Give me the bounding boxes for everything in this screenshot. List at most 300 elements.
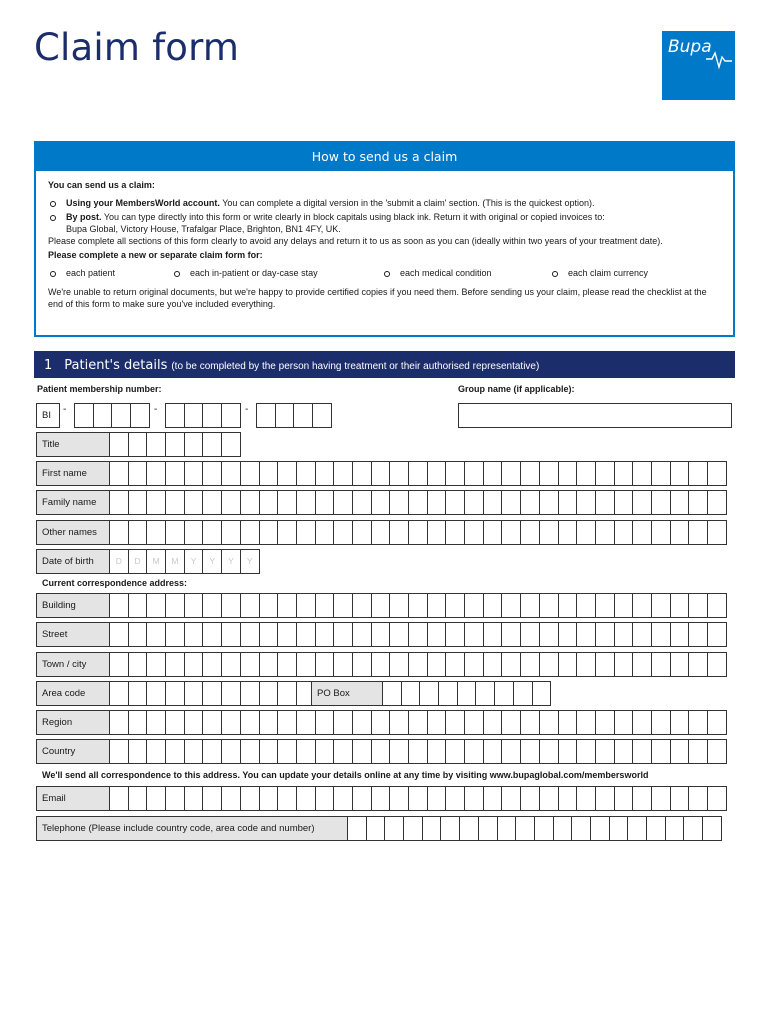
char-cell[interactable] <box>112 403 131 428</box>
char-cell[interactable] <box>241 593 260 618</box>
char-cell[interactable] <box>334 622 353 647</box>
char-cell[interactable] <box>297 461 316 486</box>
char-cell[interactable] <box>708 786 727 811</box>
char-cell[interactable] <box>465 520 484 545</box>
char-cell[interactable] <box>276 403 295 428</box>
char-cell[interactable] <box>446 622 465 647</box>
char-cell[interactable] <box>372 739 391 764</box>
char-cell[interactable] <box>596 622 615 647</box>
char-cell[interactable] <box>372 786 391 811</box>
char-cell[interactable] <box>465 490 484 515</box>
char-cell[interactable] <box>278 681 297 706</box>
char-cell[interactable] <box>297 652 316 677</box>
char-cell[interactable] <box>110 593 129 618</box>
char-cell[interactable] <box>516 816 535 841</box>
char-cell[interactable] <box>129 490 148 515</box>
char-cell[interactable] <box>241 622 260 647</box>
char-cell[interactable] <box>185 681 204 706</box>
char-cell[interactable] <box>409 490 428 515</box>
char-cell[interactable] <box>203 622 222 647</box>
char-cell[interactable] <box>652 461 671 486</box>
char-cell[interactable] <box>353 461 372 486</box>
char-cell[interactable] <box>166 622 185 647</box>
char-cell[interactable] <box>540 739 559 764</box>
char-cell[interactable] <box>671 739 690 764</box>
char-cell[interactable] <box>502 652 521 677</box>
char-cell[interactable] <box>260 461 279 486</box>
char-cell[interactable] <box>166 461 185 486</box>
other-names-cells[interactable] <box>110 520 727 545</box>
char-cell[interactable] <box>521 593 540 618</box>
char-cell[interactable] <box>633 461 652 486</box>
char-cell[interactable] <box>372 490 391 515</box>
char-cell[interactable] <box>708 739 727 764</box>
char-cell[interactable] <box>110 432 129 457</box>
char-cell[interactable] <box>409 786 428 811</box>
char-cell[interactable] <box>577 520 596 545</box>
char-cell[interactable] <box>502 786 521 811</box>
membership-number-part3[interactable] <box>256 403 332 428</box>
char-cell[interactable] <box>110 681 129 706</box>
char-cell[interactable] <box>203 593 222 618</box>
char-cell[interactable] <box>367 816 386 841</box>
char-cell[interactable] <box>591 816 610 841</box>
char-cell[interactable] <box>596 710 615 735</box>
area-code-field[interactable] <box>36 681 316 706</box>
dob-char-cell[interactable]: Y <box>222 549 241 574</box>
char-cell[interactable] <box>278 786 297 811</box>
char-cell[interactable] <box>260 739 279 764</box>
char-cell[interactable] <box>185 710 204 735</box>
char-cell[interactable] <box>652 786 671 811</box>
char-cell[interactable] <box>334 461 353 486</box>
char-cell[interactable] <box>572 816 591 841</box>
char-cell[interactable] <box>185 520 204 545</box>
char-cell[interactable] <box>577 622 596 647</box>
char-cell[interactable] <box>540 786 559 811</box>
char-cell[interactable] <box>147 622 166 647</box>
char-cell[interactable] <box>423 816 442 841</box>
char-cell[interactable] <box>260 681 279 706</box>
char-cell[interactable] <box>222 652 241 677</box>
char-cell[interactable] <box>615 786 634 811</box>
char-cell[interactable] <box>166 739 185 764</box>
char-cell[interactable] <box>203 520 222 545</box>
char-cell[interactable] <box>129 622 148 647</box>
char-cell[interactable] <box>241 786 260 811</box>
char-cell[interactable] <box>348 816 367 841</box>
char-cell[interactable] <box>110 520 129 545</box>
char-cell[interactable] <box>484 739 503 764</box>
char-cell[interactable] <box>185 461 204 486</box>
region-cells[interactable] <box>110 710 727 735</box>
char-cell[interactable] <box>334 593 353 618</box>
char-cell[interactable] <box>166 710 185 735</box>
char-cell[interactable] <box>610 816 629 841</box>
char-cell[interactable] <box>652 490 671 515</box>
char-cell[interactable] <box>441 816 460 841</box>
dob-char-cell[interactable]: M <box>147 549 166 574</box>
char-cell[interactable] <box>615 593 634 618</box>
char-cell[interactable] <box>334 652 353 677</box>
char-cell[interactable] <box>203 432 222 457</box>
char-cell[interactable] <box>316 490 335 515</box>
char-cell[interactable] <box>484 652 503 677</box>
char-cell[interactable] <box>129 710 148 735</box>
char-cell[interactable] <box>129 432 148 457</box>
char-cell[interactable] <box>185 432 204 457</box>
char-cell[interactable] <box>316 652 335 677</box>
char-cell[interactable] <box>559 739 578 764</box>
email-cells[interactable] <box>110 786 727 811</box>
char-cell[interactable] <box>278 652 297 677</box>
char-cell[interactable] <box>110 622 129 647</box>
char-cell[interactable] <box>278 593 297 618</box>
char-cell[interactable] <box>514 681 533 706</box>
char-cell[interactable] <box>633 593 652 618</box>
char-cell[interactable] <box>297 710 316 735</box>
building-cells[interactable] <box>110 593 727 618</box>
char-cell[interactable] <box>502 490 521 515</box>
char-cell[interactable] <box>465 739 484 764</box>
other-names-field[interactable] <box>36 520 727 545</box>
char-cell[interactable] <box>577 490 596 515</box>
char-cell[interactable] <box>708 520 727 545</box>
char-cell[interactable] <box>260 593 279 618</box>
char-cell[interactable] <box>420 681 439 706</box>
char-cell[interactable] <box>222 593 241 618</box>
group-name-input[interactable] <box>458 403 732 428</box>
char-cell[interactable] <box>540 710 559 735</box>
char-cell[interactable] <box>316 461 335 486</box>
char-cell[interactable] <box>615 490 634 515</box>
char-cell[interactable] <box>484 520 503 545</box>
telephone-field[interactable] <box>36 816 722 841</box>
char-cell[interactable] <box>577 739 596 764</box>
char-cell[interactable] <box>409 461 428 486</box>
char-cell[interactable] <box>446 461 465 486</box>
char-cell[interactable] <box>203 739 222 764</box>
char-cell[interactable] <box>540 593 559 618</box>
char-cell[interactable] <box>689 490 708 515</box>
char-cell[interactable] <box>446 490 465 515</box>
char-cell[interactable] <box>708 593 727 618</box>
char-cell[interactable] <box>278 622 297 647</box>
region-field[interactable] <box>36 710 727 735</box>
char-cell[interactable] <box>372 593 391 618</box>
char-cell[interactable] <box>222 461 241 486</box>
char-cell[interactable] <box>703 816 722 841</box>
char-cell[interactable] <box>540 520 559 545</box>
char-cell[interactable] <box>577 461 596 486</box>
char-cell[interactable] <box>260 786 279 811</box>
char-cell[interactable] <box>559 786 578 811</box>
char-cell[interactable] <box>671 652 690 677</box>
char-cell[interactable] <box>241 739 260 764</box>
char-cell[interactable] <box>596 786 615 811</box>
char-cell[interactable] <box>521 461 540 486</box>
membership-number-part1[interactable] <box>74 403 150 428</box>
char-cell[interactable] <box>502 593 521 618</box>
char-cell[interactable] <box>222 786 241 811</box>
char-cell[interactable] <box>633 520 652 545</box>
char-cell[interactable] <box>428 593 447 618</box>
char-cell[interactable] <box>409 520 428 545</box>
char-cell[interactable] <box>465 461 484 486</box>
char-cell[interactable] <box>521 622 540 647</box>
char-cell[interactable] <box>260 520 279 545</box>
char-cell[interactable] <box>708 461 727 486</box>
char-cell[interactable] <box>203 490 222 515</box>
street-cells[interactable] <box>110 622 727 647</box>
char-cell[interactable] <box>147 652 166 677</box>
building-field[interactable] <box>36 593 727 618</box>
char-cell[interactable] <box>316 593 335 618</box>
char-cell[interactable] <box>203 681 222 706</box>
char-cell[interactable] <box>559 461 578 486</box>
char-cell[interactable] <box>596 593 615 618</box>
country-cells[interactable] <box>110 739 727 764</box>
char-cell[interactable] <box>222 681 241 706</box>
char-cell[interactable] <box>502 622 521 647</box>
date-of-birth-field[interactable] <box>36 549 260 574</box>
char-cell[interactable] <box>241 490 260 515</box>
telephone-cells[interactable] <box>348 816 722 841</box>
char-cell[interactable] <box>147 432 166 457</box>
char-cell[interactable] <box>652 710 671 735</box>
char-cell[interactable] <box>521 490 540 515</box>
char-cell[interactable] <box>458 681 477 706</box>
char-cell[interactable] <box>353 652 372 677</box>
char-cell[interactable] <box>402 681 421 706</box>
char-cell[interactable] <box>633 490 652 515</box>
char-cell[interactable] <box>390 593 409 618</box>
char-cell[interactable] <box>465 786 484 811</box>
char-cell[interactable] <box>185 403 204 428</box>
char-cell[interactable] <box>166 593 185 618</box>
char-cell[interactable] <box>502 710 521 735</box>
char-cell[interactable] <box>278 520 297 545</box>
char-cell[interactable] <box>596 490 615 515</box>
char-cell[interactable] <box>203 403 222 428</box>
char-cell[interactable] <box>652 622 671 647</box>
char-cell[interactable] <box>521 786 540 811</box>
char-cell[interactable] <box>129 786 148 811</box>
char-cell[interactable] <box>383 681 402 706</box>
char-cell[interactable] <box>390 490 409 515</box>
char-cell[interactable] <box>390 520 409 545</box>
char-cell[interactable] <box>297 739 316 764</box>
char-cell[interactable] <box>110 710 129 735</box>
char-cell[interactable] <box>313 403 332 428</box>
first-name-cells[interactable] <box>110 461 727 486</box>
char-cell[interactable] <box>689 710 708 735</box>
char-cell[interactable] <box>484 490 503 515</box>
char-cell[interactable] <box>353 710 372 735</box>
char-cell[interactable] <box>110 490 129 515</box>
char-cell[interactable] <box>203 786 222 811</box>
char-cell[interactable] <box>185 652 204 677</box>
char-cell[interactable] <box>577 786 596 811</box>
char-cell[interactable] <box>554 816 573 841</box>
char-cell[interactable] <box>390 652 409 677</box>
char-cell[interactable] <box>147 786 166 811</box>
char-cell[interactable] <box>75 403 94 428</box>
char-cell[interactable] <box>353 786 372 811</box>
char-cell[interactable] <box>540 490 559 515</box>
char-cell[interactable] <box>166 786 185 811</box>
po-box-field[interactable] <box>311 681 551 706</box>
char-cell[interactable] <box>334 739 353 764</box>
dob-cells[interactable] <box>110 549 260 574</box>
dob-char-cell[interactable]: D <box>129 549 148 574</box>
char-cell[interactable] <box>577 710 596 735</box>
char-cell[interactable] <box>129 652 148 677</box>
char-cell[interactable] <box>596 461 615 486</box>
char-cell[interactable] <box>615 461 634 486</box>
char-cell[interactable] <box>334 710 353 735</box>
char-cell[interactable] <box>689 739 708 764</box>
char-cell[interactable] <box>278 710 297 735</box>
char-cell[interactable] <box>409 652 428 677</box>
char-cell[interactable] <box>166 490 185 515</box>
char-cell[interactable] <box>147 461 166 486</box>
char-cell[interactable] <box>465 710 484 735</box>
char-cell[interactable] <box>596 739 615 764</box>
char-cell[interactable] <box>446 520 465 545</box>
area-code-cells[interactable] <box>110 681 316 706</box>
char-cell[interactable] <box>596 520 615 545</box>
char-cell[interactable] <box>521 710 540 735</box>
char-cell[interactable] <box>260 710 279 735</box>
char-cell[interactable] <box>385 816 404 841</box>
char-cell[interactable] <box>372 622 391 647</box>
title-field[interactable] <box>36 432 241 457</box>
char-cell[interactable] <box>615 520 634 545</box>
char-cell[interactable] <box>671 622 690 647</box>
char-cell[interactable] <box>222 432 241 457</box>
char-cell[interactable] <box>628 816 647 841</box>
char-cell[interactable] <box>372 710 391 735</box>
char-cell[interactable] <box>185 490 204 515</box>
char-cell[interactable] <box>185 593 204 618</box>
char-cell[interactable] <box>439 681 458 706</box>
po-box-cells[interactable] <box>383 681 551 706</box>
char-cell[interactable] <box>166 520 185 545</box>
char-cell[interactable] <box>708 710 727 735</box>
char-cell[interactable] <box>689 593 708 618</box>
char-cell[interactable] <box>278 739 297 764</box>
char-cell[interactable] <box>390 739 409 764</box>
char-cell[interactable] <box>297 520 316 545</box>
char-cell[interactable] <box>222 403 241 428</box>
char-cell[interactable] <box>372 520 391 545</box>
char-cell[interactable] <box>166 403 185 428</box>
char-cell[interactable] <box>708 622 727 647</box>
char-cell[interactable] <box>203 652 222 677</box>
char-cell[interactable] <box>316 710 335 735</box>
char-cell[interactable] <box>465 652 484 677</box>
char-cell[interactable] <box>460 816 479 841</box>
char-cell[interactable] <box>615 710 634 735</box>
char-cell[interactable] <box>446 786 465 811</box>
char-cell[interactable] <box>476 681 495 706</box>
char-cell[interactable] <box>390 461 409 486</box>
char-cell[interactable] <box>428 786 447 811</box>
char-cell[interactable] <box>166 432 185 457</box>
title-cells[interactable] <box>110 432 241 457</box>
char-cell[interactable] <box>166 681 185 706</box>
char-cell[interactable] <box>147 739 166 764</box>
char-cell[interactable] <box>185 786 204 811</box>
char-cell[interactable] <box>129 520 148 545</box>
char-cell[interactable] <box>689 652 708 677</box>
char-cell[interactable] <box>689 461 708 486</box>
char-cell[interactable] <box>404 816 423 841</box>
char-cell[interactable] <box>671 593 690 618</box>
char-cell[interactable] <box>446 710 465 735</box>
char-cell[interactable] <box>110 461 129 486</box>
char-cell[interactable] <box>409 622 428 647</box>
char-cell[interactable] <box>428 710 447 735</box>
dob-char-cell[interactable]: Y <box>185 549 204 574</box>
char-cell[interactable] <box>203 710 222 735</box>
char-cell[interactable] <box>495 681 514 706</box>
char-cell[interactable] <box>297 593 316 618</box>
char-cell[interactable] <box>428 622 447 647</box>
char-cell[interactable] <box>297 786 316 811</box>
char-cell[interactable] <box>372 461 391 486</box>
char-cell[interactable] <box>297 622 316 647</box>
char-cell[interactable] <box>484 710 503 735</box>
dob-char-cell[interactable]: Y <box>203 549 222 574</box>
char-cell[interactable] <box>666 816 685 841</box>
char-cell[interactable] <box>222 710 241 735</box>
char-cell[interactable] <box>671 490 690 515</box>
char-cell[interactable] <box>559 520 578 545</box>
char-cell[interactable] <box>353 593 372 618</box>
char-cell[interactable] <box>684 816 703 841</box>
dob-char-cell[interactable]: Y <box>241 549 260 574</box>
char-cell[interactable] <box>671 786 690 811</box>
char-cell[interactable] <box>353 739 372 764</box>
char-cell[interactable] <box>615 652 634 677</box>
family-name-field[interactable] <box>36 490 727 515</box>
char-cell[interactable] <box>559 652 578 677</box>
char-cell[interactable] <box>633 739 652 764</box>
char-cell[interactable] <box>559 490 578 515</box>
char-cell[interactable] <box>540 652 559 677</box>
char-cell[interactable] <box>521 652 540 677</box>
char-cell[interactable] <box>110 786 129 811</box>
char-cell[interactable] <box>633 786 652 811</box>
char-cell[interactable] <box>484 461 503 486</box>
char-cell[interactable] <box>502 739 521 764</box>
char-cell[interactable] <box>540 622 559 647</box>
char-cell[interactable] <box>484 593 503 618</box>
char-cell[interactable] <box>353 520 372 545</box>
char-cell[interactable] <box>353 490 372 515</box>
char-cell[interactable] <box>540 461 559 486</box>
char-cell[interactable] <box>671 461 690 486</box>
char-cell[interactable] <box>409 739 428 764</box>
char-cell[interactable] <box>334 520 353 545</box>
char-cell[interactable] <box>390 622 409 647</box>
char-cell[interactable] <box>278 461 297 486</box>
char-cell[interactable] <box>94 403 113 428</box>
char-cell[interactable] <box>652 739 671 764</box>
char-cell[interactable] <box>129 461 148 486</box>
